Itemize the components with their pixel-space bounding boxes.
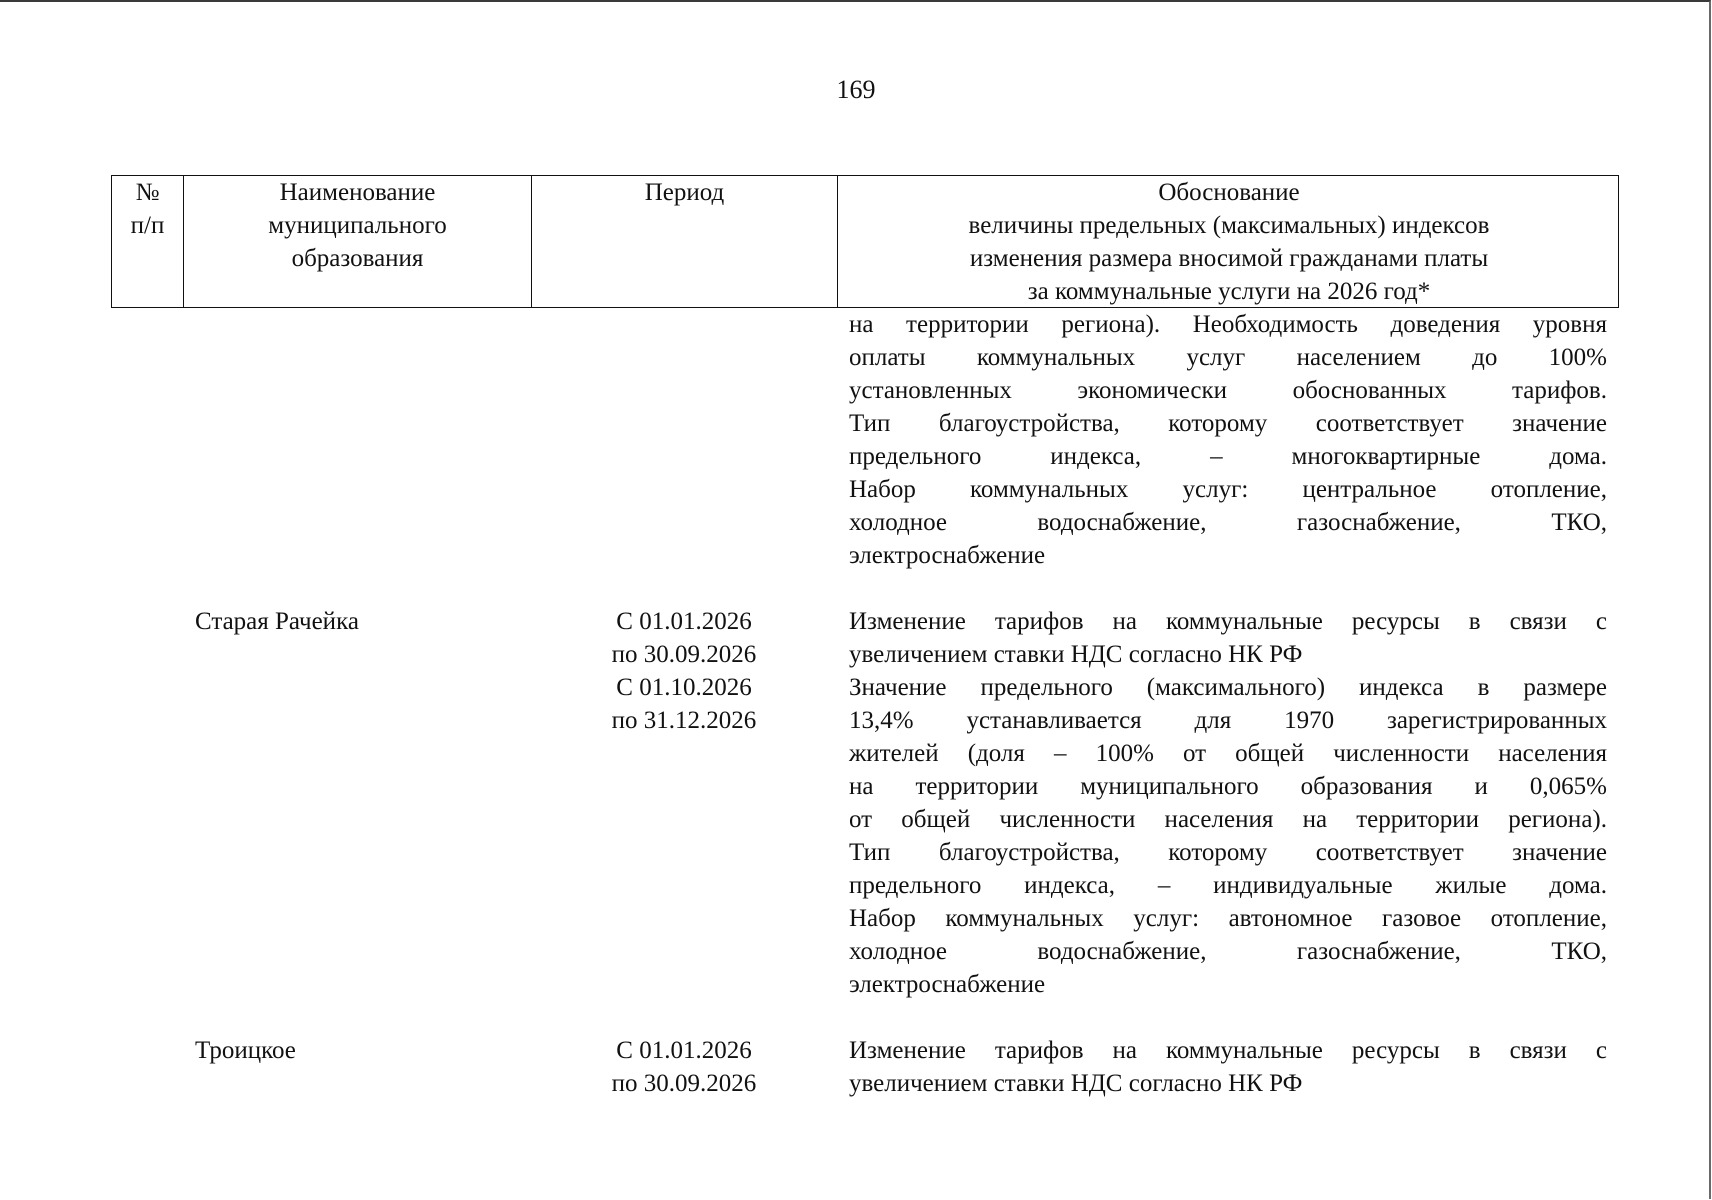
justification-line: на территории муниципального образования и 0,065% — [849, 773, 1607, 800]
header-municipality-line: муниципального — [268, 212, 447, 239]
municipality-cell — [183, 308, 531, 572]
tariff-index-table — [111, 175, 1619, 1100]
row-number-cell — [111, 1034, 183, 1100]
justification-line: увеличением ставки НДС согласно НК РФ — [849, 641, 1303, 668]
header-municipality — [184, 176, 532, 307]
header-period — [532, 176, 838, 307]
header-period-line: Период — [644, 179, 725, 206]
justification-line: холодное водоснабжение, газоснабжение, ТКО, — [849, 509, 1607, 536]
row-number-cell — [111, 308, 183, 572]
period-cell — [531, 605, 837, 1001]
header-municipality-line: образования — [291, 245, 424, 272]
table-header-row — [111, 175, 1619, 308]
header-justification-line: за коммунальные услуги на 2026 год* — [1027, 278, 1431, 305]
justification-line: электроснабжение — [849, 971, 1046, 998]
justification-line: предельного индекса, – индивидуальные жилые дома. — [849, 872, 1607, 899]
justification-line: Тип благоустройства, которому соответствует значение — [849, 839, 1607, 866]
header-number-line: п/п — [130, 212, 165, 239]
justification-cell — [837, 1034, 1619, 1100]
table-row — [111, 605, 1619, 1001]
row-number-cell — [111, 605, 183, 1001]
justification-line: холодное водоснабжение, газоснабжение, ТКО, — [849, 938, 1607, 965]
header-municipality-line: Наименование — [279, 179, 436, 206]
justification-line: Изменение тарифов на коммунальные ресурсы в связи с — [849, 1037, 1607, 1064]
header-justification-line: изменения размера вносимой гражданами платы — [969, 245, 1489, 272]
justification-cell — [837, 605, 1619, 1001]
justification-line: оплаты коммунальных услуг населением до 100% — [849, 344, 1607, 371]
period-line: С 01.10.2026 — [616, 674, 752, 701]
table-row — [111, 308, 1619, 572]
period-cell — [531, 1034, 837, 1100]
table-body — [111, 308, 1619, 1100]
justification-line: от общей численности населения на территории региона). — [849, 806, 1607, 833]
header-justification-line: величины предельных (максимальных) индексов — [968, 212, 1490, 239]
period-cell — [531, 308, 837, 572]
period-line: по 31.12.2026 — [611, 707, 757, 734]
justification-cell — [837, 308, 1619, 572]
header-number — [112, 176, 184, 307]
justification-line: Набор коммунальных услуг: автономное газовое отопление, — [849, 905, 1607, 932]
table-row — [111, 1034, 1619, 1100]
header-justification-line: Обоснование — [1158, 179, 1300, 206]
period-line: С 01.01.2026 — [616, 1037, 752, 1064]
header-number-line: № — [135, 179, 160, 206]
municipality-cell: Старая Рачейка — [195, 608, 359, 635]
period-line: по 30.09.2026 — [611, 641, 757, 668]
period-line: по 30.09.2026 — [611, 1070, 757, 1097]
justification-line: Тип благоустройства, которому соответствует значение — [849, 410, 1607, 437]
municipality-cell: Троицкое — [195, 1037, 296, 1064]
justification-line: 13,4% устанавливается для 1970 зарегистрированных — [849, 707, 1607, 734]
justification-line: Значение предельного (максимального) индекса в размере — [849, 674, 1607, 701]
header-justification — [838, 176, 1620, 307]
justification-line: предельного индекса, – многоквартирные дома. — [849, 443, 1607, 470]
justification-line: жителей (доля – 100% от общей численности населения — [849, 740, 1607, 767]
page-number: 169 — [836, 75, 876, 104]
justification-line: Набор коммунальных услуг: центральное отопление, — [849, 476, 1607, 503]
justification-line: на территории региона). Необходимость доведения уровня — [849, 311, 1607, 338]
justification-line: увеличением ставки НДС согласно НК РФ — [849, 1070, 1303, 1097]
justification-line: электроснабжение — [849, 542, 1046, 569]
justification-line: установленных экономически обоснованных тарифов. — [849, 377, 1607, 404]
justification-line: Изменение тарифов на коммунальные ресурсы в связи с — [849, 608, 1607, 635]
period-line: С 01.01.2026 — [616, 608, 752, 635]
